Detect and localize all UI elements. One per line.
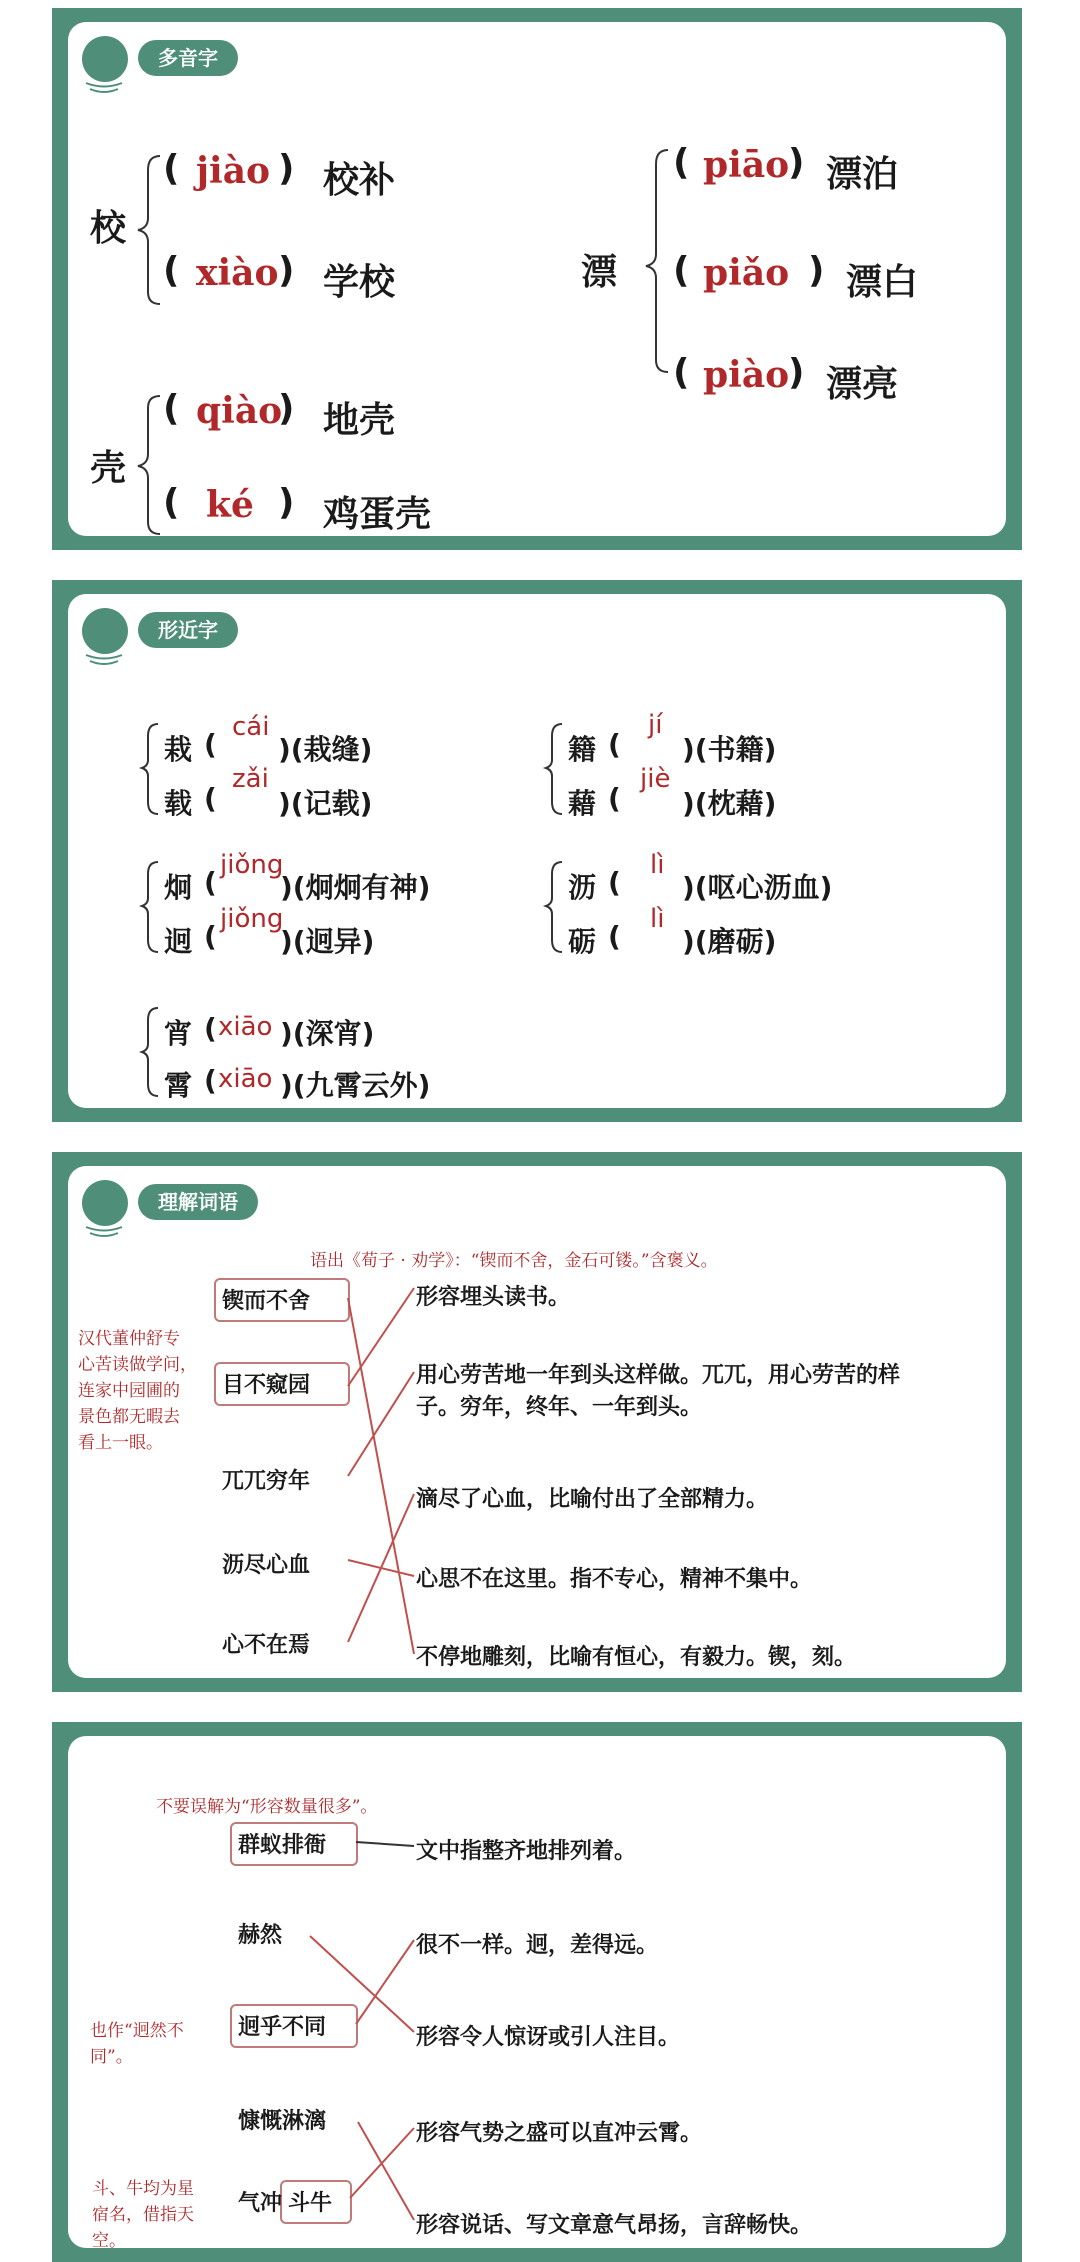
word: )(迥异) — [280, 925, 375, 958]
char: 霄 — [164, 1069, 193, 1102]
term: 心不在焉 — [222, 1633, 311, 1658]
word: )(栽缝) — [278, 733, 373, 766]
card-vocabulary-2 — [52, 1722, 1022, 2262]
pinyin: jiè — [640, 764, 671, 794]
match-lines — [68, 1736, 1006, 2248]
card-similar-chars — [52, 580, 1022, 1122]
head-char: 校 — [90, 208, 127, 249]
word: 鸡蛋壳 — [323, 494, 432, 535]
word-text: 书籍 — [707, 733, 764, 766]
pinyin: jí — [648, 710, 663, 740]
definition: 滴尽了心血，比喻付出了全部精力。 — [416, 1487, 769, 1512]
paren-open: ( — [163, 250, 180, 291]
word-text: 迥异 — [305, 925, 362, 958]
annotation-line: 心苦读做学问， — [78, 1355, 197, 1375]
word-text: 炯炯有神 — [305, 871, 418, 904]
definition: 心思不在这里。指不专心，精神不集中。 — [416, 1567, 813, 1592]
pinyin: ké — [206, 484, 254, 526]
char: 藉 — [568, 787, 597, 820]
word: 漂亮 — [826, 364, 899, 405]
pinyin: piǎo — [703, 252, 790, 294]
definition: 用心劳苦地一年到头这样做。兀兀，用心劳苦的样 — [416, 1363, 901, 1388]
char: 砺 — [568, 925, 597, 958]
definition: 形容埋头读书。 — [416, 1285, 571, 1310]
definition: 子。穷年，终年、一年到头。 — [416, 1395, 703, 1420]
paren-close: ) — [788, 352, 805, 393]
word-text: 栽缝 — [303, 733, 360, 766]
char: 载 — [164, 787, 193, 820]
term: 赫然 — [238, 1923, 283, 1948]
head-char: 壳 — [90, 448, 127, 489]
paren-open: ( — [673, 142, 690, 183]
word: )(记载) — [278, 787, 373, 820]
word: )(炯炯有神) — [280, 871, 431, 904]
definition: 形容令人惊讶或引人注目。 — [416, 2025, 681, 2050]
pinyin: qiào — [196, 390, 283, 432]
paren-open: ( — [608, 866, 621, 899]
section-badge: 理解词语 — [138, 1184, 258, 1220]
paren-open: ( — [608, 728, 621, 761]
word: 漂白 — [846, 262, 919, 303]
paren-open: ( — [163, 148, 180, 189]
paren-open: ( — [673, 352, 690, 393]
paren-close: ) — [278, 148, 295, 189]
card-polyphonic — [52, 8, 1022, 550]
card-body — [68, 22, 1006, 536]
paren-open: ( — [204, 866, 217, 899]
char: 宵 — [164, 1017, 193, 1050]
char: 迥 — [164, 925, 193, 958]
word: 地壳 — [323, 400, 396, 441]
definition: 很不一样。迥，差得远。 — [416, 1933, 659, 1958]
word-text: 深宵 — [305, 1017, 362, 1050]
annotation-line: 宿名，借指天 — [92, 2205, 194, 2225]
match-lines — [68, 1166, 1006, 1678]
char: 栽 — [164, 733, 193, 766]
paren-open: ( — [204, 920, 217, 953]
word: )(呕心沥血) — [682, 871, 833, 904]
paren-open: ( — [204, 1064, 217, 1097]
char: 沥 — [568, 871, 597, 904]
definition: 形容说话、写文章意气昂扬，言辞畅快。 — [416, 2213, 813, 2238]
pinyin: zǎi — [232, 764, 269, 794]
definition: 不停地雕刻，比喻有恒心，有毅力。锲，刻。 — [416, 1645, 857, 1670]
annotation-line: 汉代董仲舒专 — [78, 1329, 180, 1349]
word: )(书籍) — [682, 733, 777, 766]
pinyin: piāo — [703, 144, 790, 186]
term: 群蚁排衙 — [238, 1833, 327, 1858]
pinyin: xiāo — [218, 1064, 273, 1094]
card-vocabulary-1 — [52, 1152, 1022, 1692]
paren-open: ( — [204, 1012, 217, 1045]
pinyin: jiǒng — [220, 850, 284, 880]
paren-open: ( — [163, 482, 180, 523]
word: )(枕藉) — [682, 787, 777, 820]
annotation-line: 看上一眼。 — [78, 1433, 163, 1453]
annotation-line: 空。 — [92, 2231, 126, 2248]
paren-open: ( — [204, 728, 217, 761]
pinyin: jiào — [196, 150, 271, 192]
word-text: 枕藉 — [707, 787, 764, 820]
annotation: 不要误解为“形容数量很多”。 — [156, 1797, 378, 1817]
pinyin: cái — [232, 712, 270, 742]
char: 籍 — [568, 733, 597, 766]
term: 斗牛 — [288, 2191, 333, 2216]
annotation: 语出《荀子 · 劝学》：“锲而不舍，金石可镂。”含褒义。 — [310, 1251, 718, 1271]
section-badge: 形近字 — [138, 612, 238, 648]
card-body — [68, 1736, 1006, 2248]
word: 漂泊 — [826, 154, 899, 195]
pinyin: xiào — [196, 252, 279, 294]
paren-close: ) — [788, 142, 805, 183]
term: 兀兀穷年 — [222, 1469, 311, 1494]
term: 沥尽心血 — [222, 1553, 311, 1578]
pinyin: jiǒng — [220, 904, 284, 934]
term: 气冲 — [238, 2191, 283, 2216]
paren-open: ( — [673, 250, 690, 291]
word: )(深宵) — [280, 1017, 375, 1050]
word-text: 记载 — [303, 787, 360, 820]
annotation-line: 同”。 — [90, 2047, 133, 2067]
paren-close: ) — [808, 250, 825, 291]
term: 锲而不舍 — [222, 1289, 311, 1314]
paren-close: ) — [278, 388, 295, 429]
word: 校补 — [323, 160, 396, 201]
annotation-line: 景色都无暇去 — [78, 1407, 180, 1427]
annotation-line: 也作“迥然不 — [90, 2021, 184, 2041]
word: )(磨砺) — [682, 925, 777, 958]
pinyin: piào — [703, 354, 790, 396]
term: 慷慨淋漓 — [238, 2109, 327, 2134]
card-body — [68, 594, 1006, 1108]
annotation-line: 连家中园圃的 — [78, 1381, 180, 1401]
paren-open: ( — [608, 920, 621, 953]
definition: 形容气势之盛可以直冲云霄。 — [416, 2121, 703, 2146]
annotation-line: 斗、牛均为星 — [92, 2179, 194, 2199]
definition: 文中指整齐地排列着。 — [416, 1839, 637, 1864]
pinyin: lì — [650, 850, 665, 880]
word: 学校 — [323, 262, 396, 303]
term: 目不窥园 — [222, 1373, 311, 1398]
word-text: 磨砺 — [707, 925, 764, 958]
paren-open: ( — [608, 782, 621, 815]
term: 迥乎不同 — [238, 2015, 327, 2040]
word-text: 呕心沥血 — [707, 871, 820, 904]
brace-lines — [68, 594, 1006, 1108]
pinyin: lì — [650, 904, 665, 934]
card-body — [68, 1166, 1006, 1678]
paren-open: ( — [204, 782, 217, 815]
word-text: 九霄云外 — [305, 1069, 418, 1102]
section-badge: 多音字 — [138, 40, 238, 76]
brace-lines — [68, 22, 1006, 536]
word: )(九霄云外) — [280, 1069, 431, 1102]
head-char: 漂 — [581, 252, 618, 293]
paren-close: ) — [278, 482, 295, 523]
paren-close: ) — [278, 250, 295, 291]
pinyin: xiāo — [218, 1012, 273, 1042]
char: 炯 — [164, 871, 193, 904]
paren-open: ( — [163, 388, 180, 429]
